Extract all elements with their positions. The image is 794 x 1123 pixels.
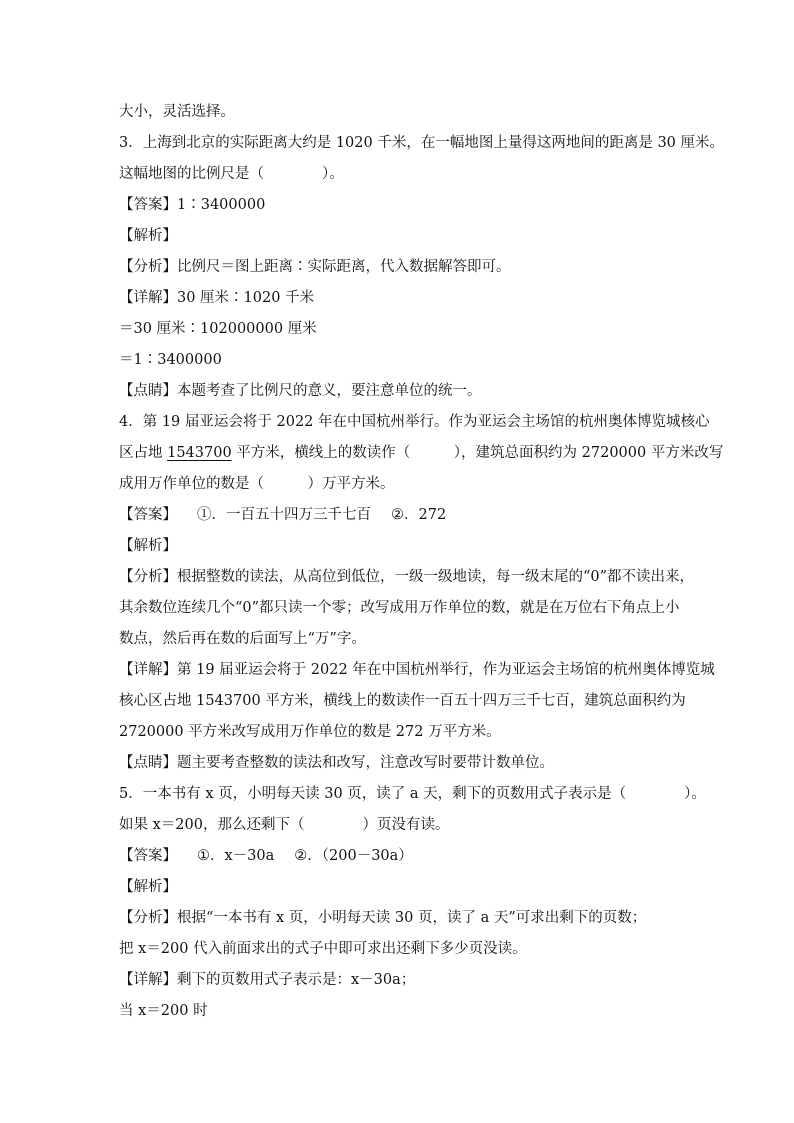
question-4-line-1: 4．第 19 届亚运会将于 2022 年在中国杭州举行。作为亚运会主场馆的杭州奥体博览城核心 (119, 414, 710, 430)
answer-label: 【答案】 (119, 507, 177, 523)
question-3-line-2: 这幅地图的比例尺是（ ）。 (119, 166, 344, 182)
detail-line: 【详解】30 厘米∶1020 千米 (119, 290, 315, 306)
text-segment: 平方米，横线上的数读作（ ），建筑总面积约为 2720000 平方米改写 (231, 445, 724, 461)
text-segment: 区占地 (119, 445, 168, 461)
analysis-line: 数点，然后再在数的后面写上“万”字。 (119, 631, 366, 647)
analysis-line: 【分析】根据“一本书有 x 页，小明每天读 30 页，读了 a 天”可求出剩下的页数； (119, 910, 647, 926)
answer-line (119, 504, 446, 526)
analysis-line: 【分析】根据整数的读法，从高位到低位，一级一级地读，每一级末尾的“0”都不读出来， (119, 569, 695, 585)
answer-item-1: ①．一百五十四万三千七百 (197, 507, 371, 523)
comment-line: 【点睛】题主要考查整数的读法和改写，注意改写时要带计数单位。 (119, 755, 554, 771)
answer-item-2: ②．272 (391, 507, 447, 523)
analysis-heading: 【解析】 (119, 879, 177, 895)
analysis-line: 把 x＝200 代入前面求出的式子中即可求出还剩下多少页没读。 (119, 941, 527, 957)
answer-label: 【答案】 (119, 848, 177, 864)
question-5-line-2: 如果 x＝200，那么还剩下（ ）页没有读。 (119, 817, 450, 833)
text-line: 大小，灵活选择。 (119, 104, 235, 120)
analysis-line: 其余数位连续几个“0”都只读一个零；改写成用万作单位的数，就是在万位右下角点上小 (119, 600, 680, 616)
detail-line: ＝30 厘米∶102000000 厘米 (119, 321, 317, 337)
analysis-heading: 【解析】 (119, 228, 177, 244)
detail-line: ＝1∶3400000 (119, 352, 222, 368)
detail-line: 【详解】剩下的页数用式子表示是：x－30a； (119, 972, 416, 988)
answer-line (119, 845, 413, 867)
answer-item-2: ②．（200－30a） (294, 848, 413, 864)
detail-line: 【详解】第 19 届亚运会将于 2022 年在中国杭州举行，作为亚运会主场馆的杭州奥体博览城 (119, 662, 715, 678)
detail-line: 当 x＝200 时 (119, 1003, 208, 1019)
analysis-line: 【分析】比例尺＝图上距离∶实际距离，代入数据解答即可。 (119, 259, 511, 275)
underlined-number: 1543700 (167, 445, 232, 461)
detail-line: 核心区占地 1543700 平方米，横线上的数读作一百五十四万三千七百，建筑总面积约为 (119, 693, 686, 709)
question-4-line-3: 成用万作单位的数是（ ）万平方米。 (119, 476, 395, 492)
question-3-line-1: 3．上海到北京的实际距离大约是 1020 千米，在一幅地图上量得这两地间的距离是 30 厘米。 (119, 135, 725, 151)
question-5-line-1: 5．一本书有 x 页，小明每天读 30 页，读了 a 天，剩下的页数用式子表示是（ ）。 (119, 786, 706, 802)
detail-line: 2720000 平方米改写成用万作单位的数是 272 万平方米。 (119, 724, 501, 740)
comment-line: 【点睛】本题考查了比例尺的意义，要注意单位的统一。 (119, 383, 482, 399)
answer-item-1: ①．x－30a (197, 848, 275, 864)
answer-line: 【答案】1∶3400000 (119, 197, 266, 213)
question-4-line-2 (119, 442, 723, 464)
analysis-heading: 【解析】 (119, 538, 177, 554)
